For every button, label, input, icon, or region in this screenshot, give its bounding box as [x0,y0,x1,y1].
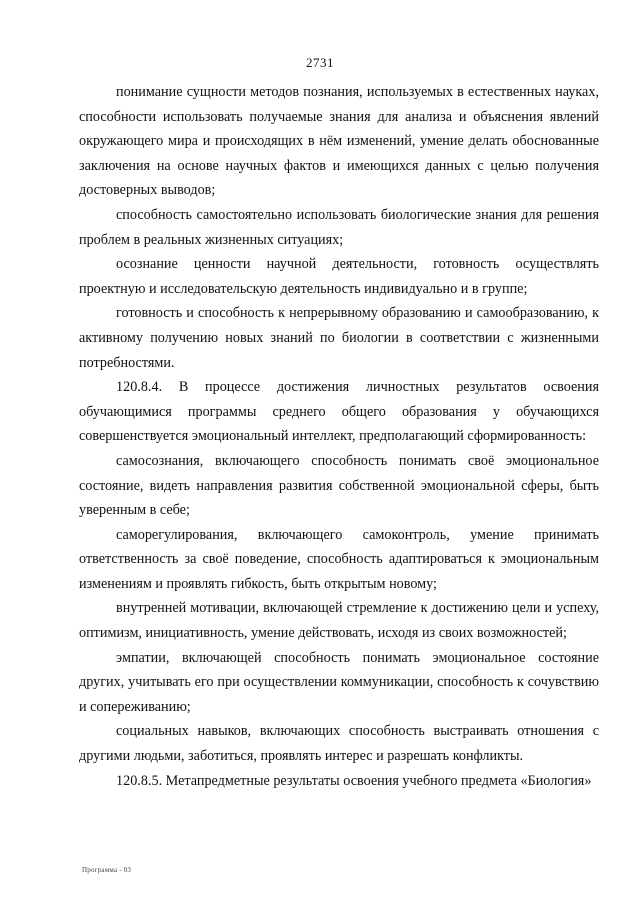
paragraph: эмпатии, включающей способность понимать эмоциональное состояние других, учитывать его при осуществлении коммуникации, способность к сочувствию и сопереживанию; [79,649,599,715]
page-number: 2731 [306,55,334,70]
section-paragraph: 120.8.5. Метапредметные результаты освоения учебного предмета «Биология» [116,772,592,789]
paragraph: саморегулирования, включающего самоконтроль, умение принимать ответственность за своё поведение, способность адаптироваться к эмоциональным изменениям и проявлять гибкость, быть открытым новому; [79,526,599,592]
paragraph: готовность и способность к непрерывному образованию и самообразованию, к активному получению новых знаний по биологии в соответствии с жизненными потребностями. [79,305,599,371]
footer-label: Программа - 03 [82,866,132,874]
paragraph: социальных навыков, включающих способность выстраивать отношения с другими людьми, заботиться, проявлять интерес и разрешать конфликты. [79,723,599,765]
paragraph: осознание ценности научной деятельности, готовность осуществлять проектную и исследовательскую деятельность индивидуально и в группе; [79,256,599,297]
paragraph: способность самостоятельно использовать биологические знания для решения проблем в реальных жизненных ситуациях; [79,206,599,248]
section-paragraph: 120.8.4. В процессе достижения личностных результатов освоения обучающимися программы среднего общего образования у обучающихся совершенствуется эмоциональный интеллект, предполагающий сформированность: [79,379,599,445]
document-body [79,80,599,793]
paragraph: внутренней мотивации, включающей стремление к достижению цели и успеху, оптимизм, инициативность, умение действовать, исходя из своих возможностей; [79,600,599,642]
paragraph: самосознания, включающего способность понимать своё эмоциональное состояние, видеть направления развития собственной эмоциональной сферы, быть уверенным в себе; [79,452,599,519]
paragraph: понимание сущности методов познания, используемых в естественных науках, способности использовать получаемые знания для анализа и объяснения явлений окружающего мира и происходящих в нём изменений, умение делать обоснованные заключения на основе научных фактов и имеющихся данных с целью получения достоверных выводов; [79,84,599,199]
